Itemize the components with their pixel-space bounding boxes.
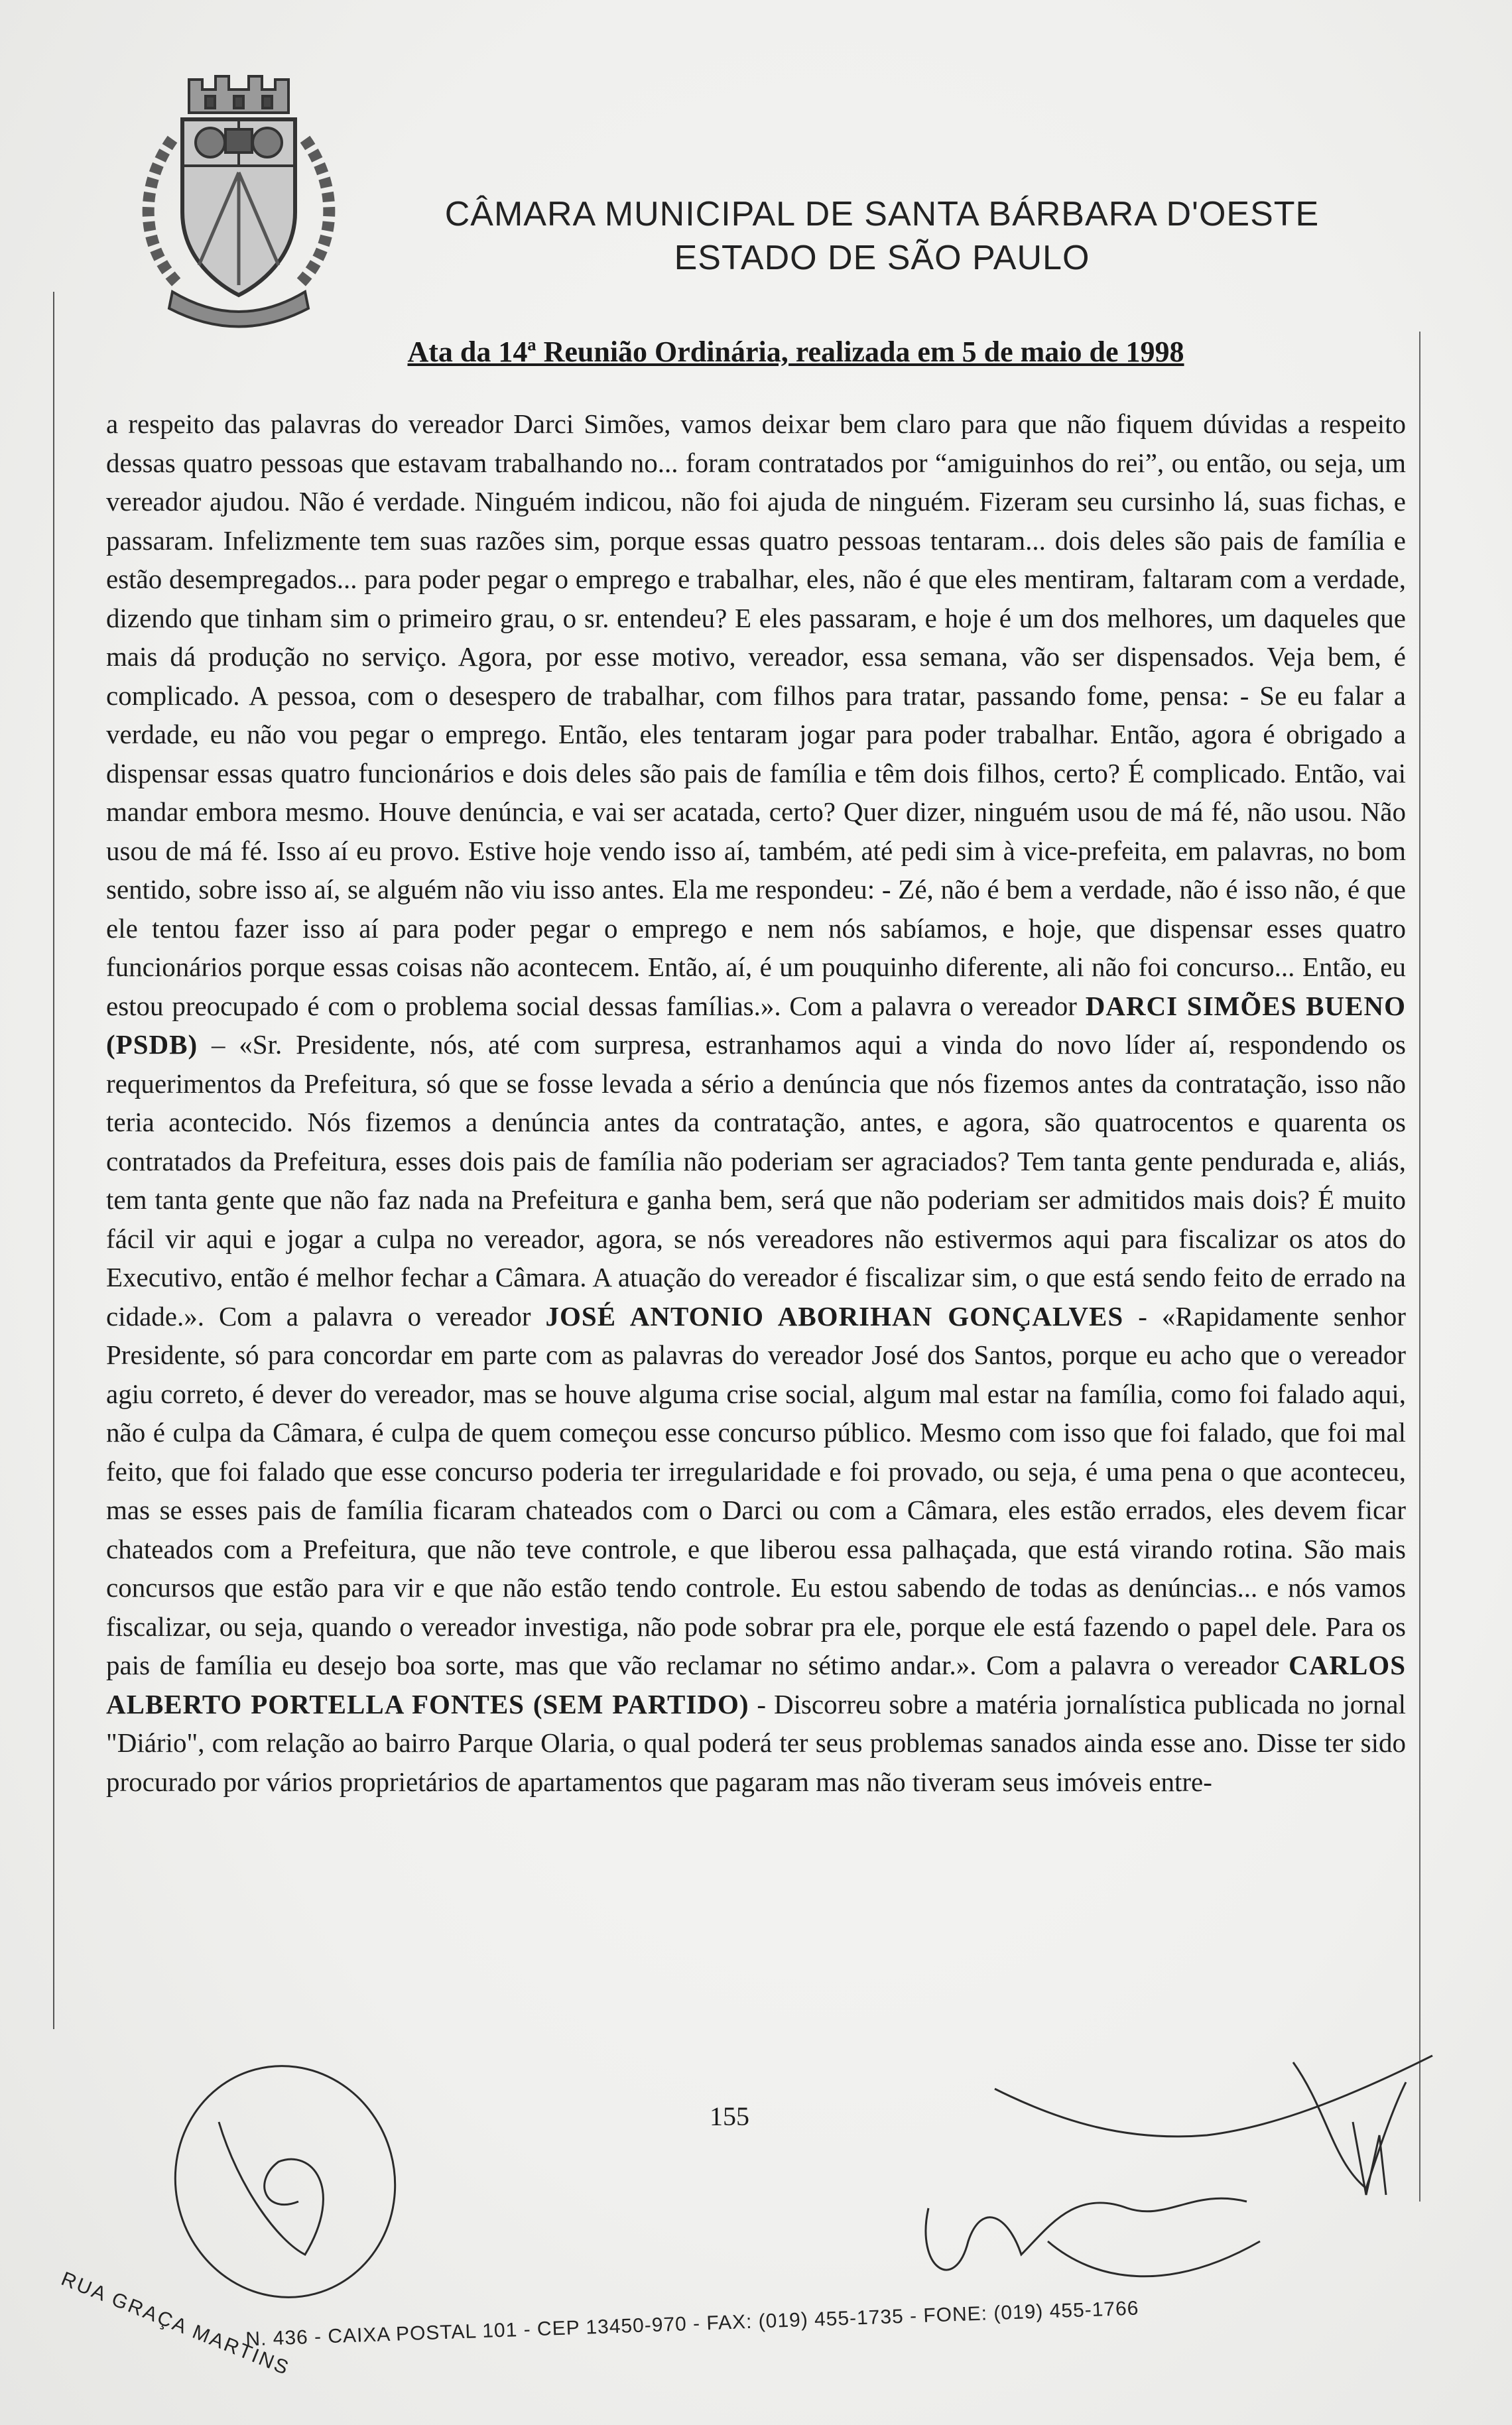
minutes-body [106,404,1406,1801]
body-text-part-2: – «Sr. Presidente, nós, até com surpresa, estranhamos aqui a vinda do novo líder aí, respondendo os requerimentos da Prefeitura, só que se fosse levada a sério a denúncia que nós fizemos antes da contratação, isso não teria acontecido. Nós fizemos a denúncia antes da contratação, antes, e agora, são quatrocentos e quarenta os contratados da Prefeitura, esses dois pais de família não poderiam ser agraciados? Tem tanta gente pendurada e, aliás, tem tanta gente que não faz nada na Prefeitura e ganha bem, será que não poderiam ser admitidos mais dois? É muito fácil vir aqui e jogar a culpa no vereador, agora, se nós vereadores não estivermos aqui para fiscalizar os atos do Executivo, então é melhor fechar a Câmara. A atuação do vereador é fiscalizar sim, o que está sendo feito de errado na cidade.». Com a palavra o vereador [106,1029,1407,1332]
coat-of-arms-icon [126,66,351,332]
header-line-1: CÂMARA MUNICIPAL DE SANTA BÁRBARA D'OESTE [444,195,1320,233]
footer-address: N. 436 - CAIXA POSTAL 101 - CEP 13450-970 - FAX: (019) 455-1735 - FONE: (019) 455-1766 [245,2297,1139,2351]
right-margin-rule [1419,332,1420,2202]
document-title: Ata da 14ª Reunião Ordinária, realizada em 5 de maio de 1998 [407,336,1184,368]
body-text-part-1: a respeito das palavras do vereador Darci Simões, vamos deixar bem claro para que não fiquem dúvidas a respeito dessas quatro pessoas que estavam trabalhando no... foram contratados por “amiguinhos do rei”, ou então, ou seja, um vereador ajudou. Não é verdade. Ninguém indicou, não foi ajuda de ninguém. Fizeram seu cursinho lá, suas fichas, e passaram. Infelizmente tem suas razões sim, porque essas quatro pessoas tentaram... dois deles são pais de família e estão desempregados... para poder pegar o emprego e trabalhar, eles, não é que eles mentiram, faltaram com a verdade, dizendo que tinham sim o primeiro grau, o sr. entendeu? E eles passaram, e hoje é um dos melhores, um daqueles que mais dá produção no serviço. Agora, por esse motivo, vereador, essa semana, vão ser dispensados. Veja bem, é complicado. A pessoa, com o desespero de trabalhar, com filhos para tratar, passando fome, pensa: - Se eu falar a verdade, eu não vou pegar o emprego. Então, eles tentaram jogar para poder trabalhar. Então, agora é obrigado a dispensar essas quatro funcionários e dois deles são pais de família e têm dois filhos, certo? É complicado. Então, vai mandar embora mesmo. Houve denúncia, e vai ser acatada, certo? Quer dizer, ninguém usou de má fé, não usou. Não usou de má fé. Isso aí eu provo. Estive hoje vendo isso aí, também, até pedi sim à vice-prefeita, em palavras, no bom sentido, sobre isso aí, se alguém não viu isso antes. Ela me respondeu: - Zé, não é bem a verdade, não é isso não, é que ele tentou fazer isso aí para poder pegar o emprego e nem nós sabíamos, e hoje, que dispensar esses quatro funcionários porque essas coisas não acontecem. Então, aí, é um pouquinho diferente, ali não foi concurso... Então, eu estou preocupado é com o problema social dessas famílias.». Com a palavra o vereador [106,408,1406,1021]
header-line-2: ESTADO DE SÃO PAULO [674,239,1090,277]
address-footer [58,2268,1459,2414]
speaker-name-3: CARLOS ALBERTO PORTELLA FONTES (SEM PARTIDO) [106,1650,1406,1719]
body-text-part-3: - «Rapidamente senhor Presidente, só para concordar em parte com as palavras do vereador José dos Santos, porque eu acho que o vereador agiu correto, é dever do vereador, mas se houve alguma crise social, algum mal estar na família, como foi falado aqui, não é culpa da Câmara, é culpa de quem começou esse concurso público. Mesmo com isso que foi falado, que foi mal feito, que foi falado que esse concurso poderia ter irregularidade e foi provado, ou seja, é uma pena o que aconteceu, mas se esses pais de família ficaram chateados com o Darci ou com a Câmara, eles estão errados, eles devem ficar chateados com a Prefeitura, que não teve controle, e que liberou essa palhaçada, que está virando rotina. São mais concursos que estão para vir e que não estão tendo controle. Eu estou sabendo de todas as denúncias... e nós vamos fiscalizar, ou seja, quando o vereador investiga, não pode sobrar pra ele, porque ele está fazendo o papel dele. Para os pais de família eu desejo boa sorte, mas que vão reclamar no sétimo andar.». Com a palavra o vereador [106,1300,1407,1680]
speaker-name-1: DARCI SIMÕES BUENO (PSDB) [106,990,1406,1060]
institution-header [371,192,1393,280]
page-number: 155 [710,2101,749,2131]
left-margin-rule [53,292,54,2029]
body-text-part-4: - Discorreu sobre a matéria jornalística publicada no jornal "Diário", com relação ao bairro Parque Olaria, o qual poderá ter seus problemas sanados ainda esse ano. Disse ter sido procurado por vários proprietários de apartamentos que pagaram mas não tiveram seus imóveis entre- [106,1688,1406,1797]
minutes-paragraph [106,404,1406,1801]
footer-street: RUA GRAÇA MARTINS [58,2268,293,2380]
speaker-name-2: JOSÉ ANTONIO ABORIHAN GONÇALVES [545,1300,1124,1332]
